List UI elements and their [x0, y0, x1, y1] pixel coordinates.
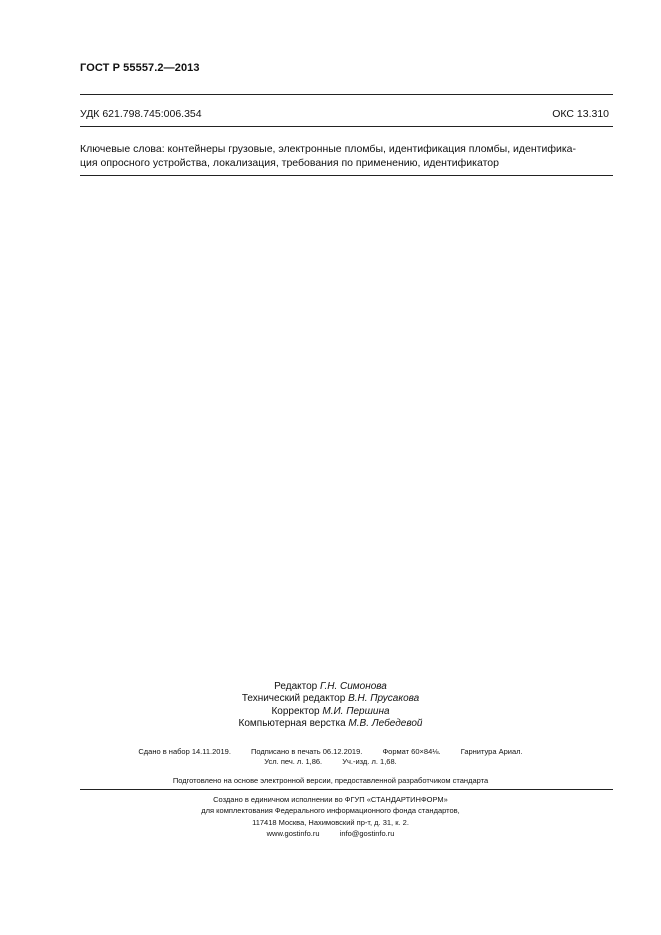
keywords-line-1: Ключевые слова: контейнеры грузовые, электронные пломбы, идентификация пломбы, идентифика- [80, 143, 577, 155]
credit-layout-name: М.В. Лебедевой [348, 717, 423, 729]
credit-corrector-name: М.И. Першина [322, 705, 390, 717]
keywords-block [80, 142, 576, 170]
credit-corrector [0, 706, 661, 718]
credits-block [0, 681, 661, 730]
credit-layout-label: Компьютерная верстка [238, 717, 346, 729]
publisher-email-link[interactable]: info@gostinfo.ru [339, 829, 395, 838]
imprint-signed: Подписано в печать 06.12.2019. [251, 747, 363, 756]
imprint-row-2 [0, 757, 661, 766]
imprint-format: Формат 60×84⅛. [382, 747, 441, 756]
oks-code: ОКС 13.310 [552, 108, 609, 120]
publisher-contacts [0, 829, 661, 838]
imprint-prepared: Подготовлено на основе электронной версии, предоставленной разработчиком стандарта [172, 776, 489, 785]
publisher-website-link[interactable]: www.gostinfo.ru [266, 829, 320, 838]
udk-code: УДК 621.798.745:006.354 [80, 108, 202, 120]
credit-editor-name: Г.Н. Симонова [320, 681, 387, 692]
credit-corrector-label: Корректор [271, 705, 320, 717]
credit-tech-editor-label: Технический редактор [241, 693, 346, 705]
credit-layout [0, 718, 661, 730]
keywords-line-2: ция опросного устройства, локализация, требования по применению, идентификатор [80, 157, 499, 169]
credit-tech-editor [0, 693, 661, 705]
imprint-typeface: Гарнитура Ариал. [460, 747, 523, 756]
credit-editor [0, 681, 661, 693]
credit-tech-editor-name: В.Н. Прусакова [348, 693, 420, 705]
keywords-divider [80, 175, 613, 176]
classification-divider [80, 126, 613, 127]
document-number: ГОСТ Р 55557.2—2013 [80, 62, 200, 74]
credit-editor-label: Редактор [274, 681, 318, 692]
publisher-divider [80, 789, 613, 790]
imprint-print-sheets: Усл. печ. л. 1,86. [264, 757, 323, 766]
imprint-pub-sheets: Уч.-изд. л. 1,68. [342, 757, 397, 766]
header-divider [80, 94, 613, 95]
publisher-address: 117418 Москва, Нахимовский пр-т, д. 31, к. 2. [252, 818, 409, 827]
publisher-line-2: для комплектования Федерального информационного фонда стандартов, [201, 806, 460, 815]
imprint-row-1 [0, 747, 661, 756]
publisher-line-1: Создано в единичном исполнении во ФГУП «СТАНДАРТИНФОРМ» [213, 795, 448, 804]
imprint-submitted: Сдано в набор 14.11.2019. [138, 747, 231, 756]
